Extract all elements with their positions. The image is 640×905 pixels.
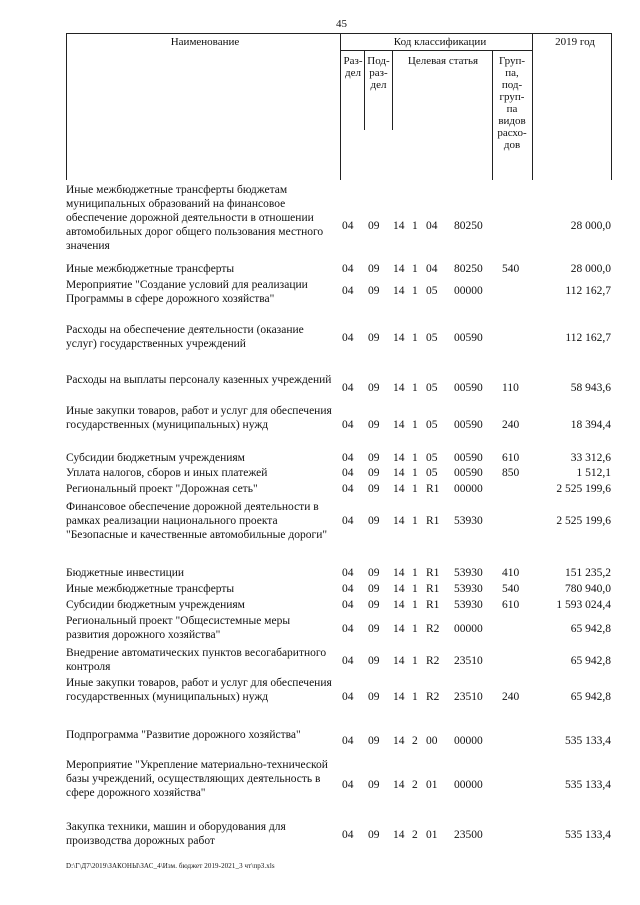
row-name: Иные закупки товаров, работ и услуг для обеспечения государственных (муниципальных) нужд <box>66 405 332 431</box>
target-code-2: 1 <box>412 623 418 635</box>
target-code-2: 1 <box>412 467 418 479</box>
target-code-4: 00590 <box>454 467 483 479</box>
podrazdel-code: 09 <box>368 483 380 495</box>
target-code-4: 80250 <box>454 220 483 232</box>
amount-2019: 33 312,6 <box>570 452 611 464</box>
row-name: Мероприятие "Создание условий для реализации Программы в сфере дорожного хозяйства" <box>66 279 308 305</box>
amount-2019: 28 000,0 <box>570 263 611 275</box>
podrazdel-code: 09 <box>368 567 380 579</box>
target-code-2: 1 <box>412 220 418 232</box>
target-code-1: 14 <box>393 623 405 635</box>
target-code-1: 14 <box>393 220 405 232</box>
target-code-2: 2 <box>412 735 418 747</box>
target-code-1: 14 <box>393 735 405 747</box>
target-code-4: 00000 <box>454 285 483 297</box>
target-code-3: 05 <box>426 419 438 431</box>
row-name: Бюджетные инвестиции <box>66 567 185 579</box>
target-code-1: 14 <box>393 263 405 275</box>
page-number: 45 <box>336 18 347 30</box>
target-code-1: 14 <box>393 567 405 579</box>
target-code-2: 1 <box>412 332 418 344</box>
target-code-4: 53930 <box>454 599 483 611</box>
target-code-4: 80250 <box>454 263 483 275</box>
header-mid-line <box>340 50 532 51</box>
target-code-1: 14 <box>393 691 405 703</box>
row-name: Иные межбюджетные трансферты <box>66 583 235 595</box>
target-code-3: R1 <box>426 483 440 495</box>
row-name: Финансовое обеспечение дорожной деятельности в рамках реализации национального проекта "Безопасные и качественные автомобильные дороги" <box>66 501 328 541</box>
podrazdel-code: 09 <box>368 263 380 275</box>
target-code-2: 1 <box>412 583 418 595</box>
razdel-code: 04 <box>342 419 354 431</box>
razdel-code: 04 <box>342 452 354 464</box>
target-code-3: 01 <box>426 829 438 841</box>
target-code-3: R2 <box>426 655 440 667</box>
group-code: 410 <box>502 567 520 579</box>
target-code-2: 1 <box>412 483 418 495</box>
row-name: Иные межбюджетные трансферты бюджетам муниципальных образований на финансовое обеспечение дорожной деятельности в отношении автомобильных дорог общего пользования местного значения <box>66 184 324 252</box>
razdel-code: 04 <box>342 583 354 595</box>
group-code: 540 <box>502 583 520 595</box>
target-code-4: 53930 <box>454 583 483 595</box>
header-right-line <box>611 33 612 180</box>
header-code: Код классификации <box>393 36 487 48</box>
razdel-code: 04 <box>342 515 354 527</box>
podrazdel-code: 09 <box>368 623 380 635</box>
target-code-3: R1 <box>426 599 440 611</box>
target-code-2: 2 <box>412 779 418 791</box>
podrazdel-code: 09 <box>368 467 380 479</box>
target-code-2: 1 <box>412 382 418 394</box>
target-code-3: R2 <box>426 691 440 703</box>
target-code-3: 00 <box>426 735 438 747</box>
target-code-2: 1 <box>412 567 418 579</box>
target-code-4: 00590 <box>454 452 483 464</box>
amount-2019: 2 525 199,6 <box>556 515 611 527</box>
header-top-line <box>66 33 612 34</box>
amount-2019: 65 942,8 <box>570 655 611 667</box>
target-code-1: 14 <box>393 483 405 495</box>
target-code-2: 1 <box>412 419 418 431</box>
target-code-3: 05 <box>426 467 438 479</box>
amount-2019: 65 942,8 <box>570 623 611 635</box>
razdel-code: 04 <box>342 655 354 667</box>
group-code: 240 <box>502 419 520 431</box>
amount-2019: 28 000,0 <box>570 220 611 232</box>
podrazdel-code: 09 <box>368 285 380 297</box>
target-code-3: 05 <box>426 332 438 344</box>
podrazdel-code: 09 <box>368 382 380 394</box>
target-code-1: 14 <box>393 583 405 595</box>
razdel-code: 04 <box>342 263 354 275</box>
header-left-line <box>66 33 67 180</box>
target-code-2: 1 <box>412 285 418 297</box>
podrazdel-code: 09 <box>368 419 380 431</box>
target-code-3: 05 <box>426 452 438 464</box>
target-code-1: 14 <box>393 515 405 527</box>
row-name: Иные закупки товаров, работ и услуг для обеспечения государственных (муниципальных) нужд <box>66 677 332 703</box>
razdel-code: 04 <box>342 220 354 232</box>
file-path-footer: D:\Г\Д7\2019\ЗАКОНЫ\ЗАС_4\Изм. бюджет 2019-2021_3 чт\прЗ.xls <box>66 862 275 870</box>
header-sep-year <box>532 33 533 180</box>
row-name: Расходы на обеспечение деятельности (оказание услуг) государственных учреждений <box>66 324 304 350</box>
razdel-code: 04 <box>342 735 354 747</box>
header-razdel: Раз- дел <box>343 55 363 79</box>
target-code-4: 23500 <box>454 829 483 841</box>
razdel-code: 04 <box>342 467 354 479</box>
target-code-3: 05 <box>426 382 438 394</box>
amount-2019: 535 133,4 <box>565 829 611 841</box>
target-code-3: R1 <box>426 583 440 595</box>
razdel-code: 04 <box>342 691 354 703</box>
group-code: 610 <box>502 599 520 611</box>
row-name: Закупка техники, машин и оборудования для производства дорожных работ <box>66 821 286 847</box>
razdel-code: 04 <box>342 623 354 635</box>
target-code-2: 1 <box>412 452 418 464</box>
row-name: Уплата налогов, сборов и иных платежей <box>66 467 268 479</box>
amount-2019: 18 394,4 <box>570 419 611 431</box>
podrazdel-code: 09 <box>368 599 380 611</box>
target-code-4: 53930 <box>454 515 483 527</box>
target-code-4: 23510 <box>454 655 483 667</box>
amount-2019: 112 162,7 <box>565 332 611 344</box>
target-code-4: 00000 <box>454 779 483 791</box>
target-code-4: 53930 <box>454 567 483 579</box>
target-code-2: 1 <box>412 655 418 667</box>
row-name: Региональный проект "Дорожная сеть" <box>66 483 258 495</box>
target-code-4: 00000 <box>454 735 483 747</box>
target-code-2: 1 <box>412 263 418 275</box>
target-code-4: 23510 <box>454 691 483 703</box>
target-code-1: 14 <box>393 452 405 464</box>
amount-2019: 780 940,0 <box>565 583 611 595</box>
header-podrazdel: Под- раз- дел <box>367 55 390 91</box>
row-name: Иные межбюджетные трансферты <box>66 263 235 275</box>
podrazdel-code: 09 <box>368 332 380 344</box>
podrazdel-code: 09 <box>368 220 380 232</box>
razdel-code: 04 <box>342 332 354 344</box>
amount-2019: 65 942,8 <box>570 691 611 703</box>
row-name: Подпрограмма "Развитие дорожного хозяйства" <box>66 729 301 741</box>
target-code-4: 00590 <box>454 382 483 394</box>
target-code-1: 14 <box>393 382 405 394</box>
header-year: 2019 год <box>555 36 595 48</box>
target-code-3: R1 <box>426 515 440 527</box>
amount-2019: 58 943,6 <box>570 382 611 394</box>
razdel-code: 04 <box>342 829 354 841</box>
target-code-4: 00590 <box>454 332 483 344</box>
razdel-code: 04 <box>342 285 354 297</box>
amount-2019: 535 133,4 <box>565 735 611 747</box>
target-code-3: 04 <box>426 263 438 275</box>
target-code-3: R2 <box>426 623 440 635</box>
group-code: 850 <box>502 467 520 479</box>
amount-2019: 535 133,4 <box>565 779 611 791</box>
amount-2019: 1 593 024,4 <box>556 599 611 611</box>
target-code-2: 1 <box>412 515 418 527</box>
podrazdel-code: 09 <box>368 691 380 703</box>
razdel-code: 04 <box>342 599 354 611</box>
razdel-code: 04 <box>342 779 354 791</box>
row-name: Мероприятие "Укрепление материально-технической базы учреждений, осуществляющих деятельность в сфере дорожного хозяйства" <box>66 759 328 799</box>
amount-2019: 2 525 199,6 <box>556 483 611 495</box>
amount-2019: 112 162,7 <box>565 285 611 297</box>
row-name: Расходы на выплаты персоналу казенных учреждений <box>66 374 332 386</box>
podrazdel-code: 09 <box>368 655 380 667</box>
header-sep-podr <box>392 50 393 130</box>
target-code-4: 00590 <box>454 419 483 431</box>
razdel-code: 04 <box>342 382 354 394</box>
target-code-3: 05 <box>426 285 438 297</box>
group-code: 610 <box>502 452 520 464</box>
target-code-2: 2 <box>412 829 418 841</box>
amount-2019: 151 235,2 <box>565 567 611 579</box>
group-code: 240 <box>502 691 520 703</box>
target-code-1: 14 <box>393 599 405 611</box>
group-code: 540 <box>502 263 520 275</box>
header-name: Наименование <box>170 36 240 48</box>
razdel-code: 04 <box>342 567 354 579</box>
header-target: Целевая статья <box>407 55 479 67</box>
header-group: Груп- па, под- груп- па видов расхо- дов <box>497 55 527 151</box>
amount-2019: 1 512,1 <box>576 467 611 479</box>
target-code-1: 14 <box>393 655 405 667</box>
target-code-2: 1 <box>412 691 418 703</box>
podrazdel-code: 09 <box>368 515 380 527</box>
row-name: Субсидии бюджетным учреждениям <box>66 452 245 464</box>
target-code-1: 14 <box>393 829 405 841</box>
group-code: 110 <box>502 382 519 394</box>
target-code-1: 14 <box>393 332 405 344</box>
target-code-3: R1 <box>426 567 440 579</box>
target-code-3: 01 <box>426 779 438 791</box>
target-code-1: 14 <box>393 467 405 479</box>
row-name: Региональный проект "Общесистемные меры развития дорожного хозяйства" <box>66 615 291 641</box>
target-code-4: 00000 <box>454 623 483 635</box>
row-name: Субсидии бюджетным учреждениям <box>66 599 245 611</box>
podrazdel-code: 09 <box>368 735 380 747</box>
target-code-1: 14 <box>393 419 405 431</box>
target-code-4: 00000 <box>454 483 483 495</box>
target-code-1: 14 <box>393 285 405 297</box>
podrazdel-code: 09 <box>368 829 380 841</box>
razdel-code: 04 <box>342 483 354 495</box>
podrazdel-code: 09 <box>368 452 380 464</box>
podrazdel-code: 09 <box>368 779 380 791</box>
target-code-2: 1 <box>412 599 418 611</box>
podrazdel-code: 09 <box>368 583 380 595</box>
target-code-3: 04 <box>426 220 438 232</box>
target-code-1: 14 <box>393 779 405 791</box>
row-name: Внедрение автоматических пунктов весогабаритного контроля <box>66 647 327 673</box>
